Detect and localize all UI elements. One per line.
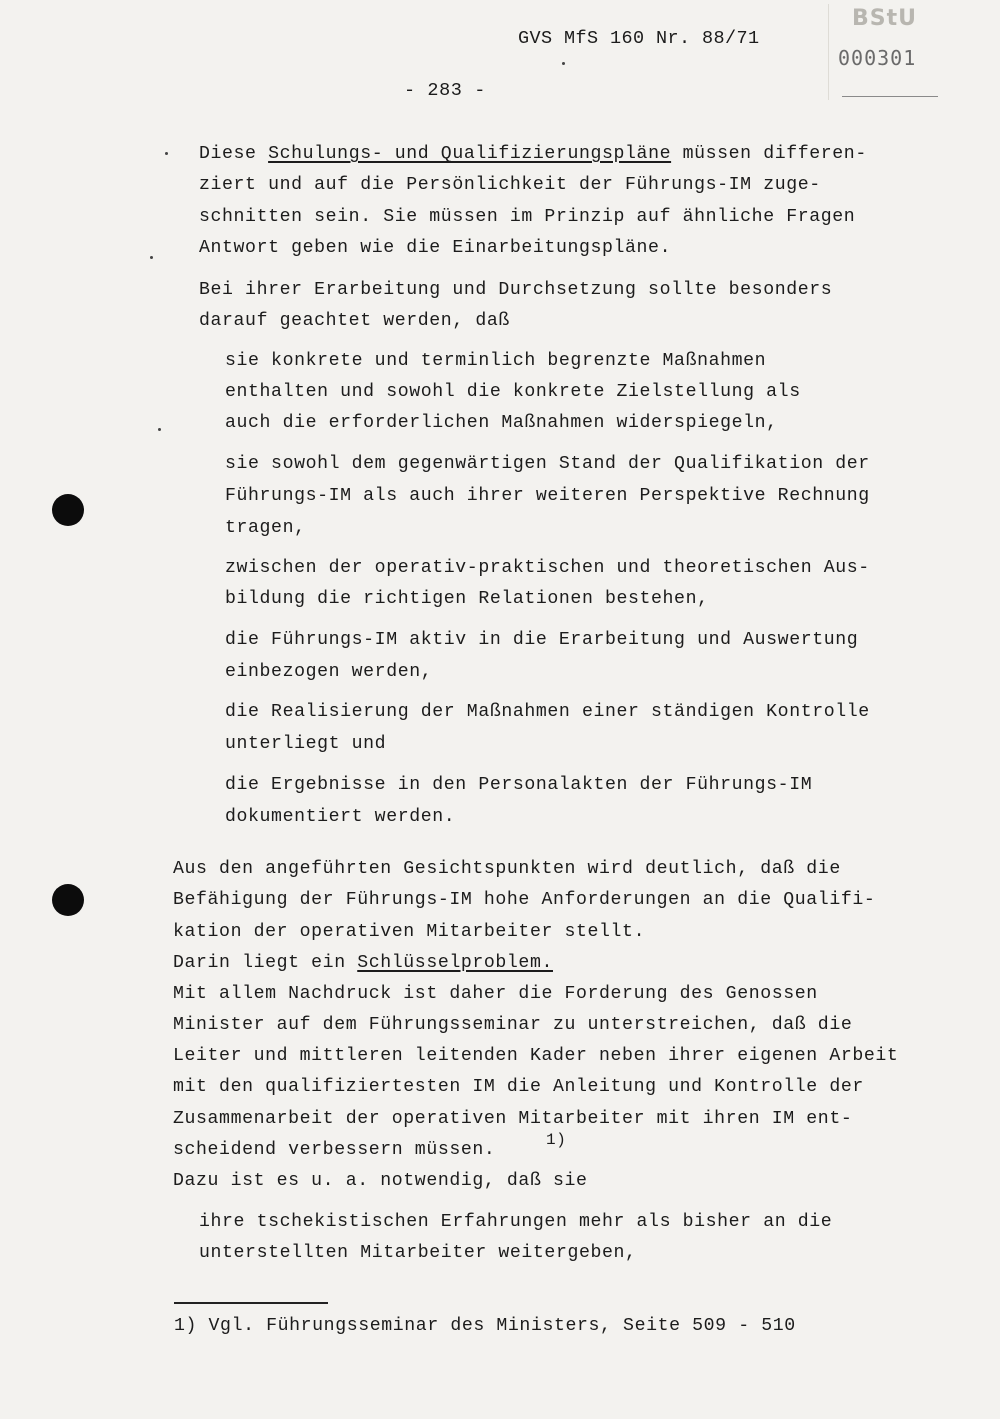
stamp-rule	[842, 96, 938, 97]
paragraph-2-line-1: Bei ihrer Erarbeitung und Durchsetzung sollte besonders	[199, 280, 833, 300]
list-item-6-line: die Ergebnisse in den Personalakten der Führungs-IM	[225, 775, 813, 795]
list-item-2-line: tragen,	[225, 518, 306, 538]
list-item-1-line: auch die erforderlichen Maßnahmen widerspiegeln,	[225, 413, 778, 433]
paragraph-3-line-4: Darin liegt ein Schlüsselproblem.	[173, 953, 553, 973]
archive-stamp-number: 000301	[838, 46, 917, 70]
list-item-5-line: die Realisierung der Maßnahmen einer ständigen Kontrolle	[225, 702, 870, 722]
page-number: - 283 -	[404, 80, 486, 101]
paragraph-3-line-10: scheidend verbessern müssen.	[173, 1140, 496, 1160]
paragraph-3-line-2: Befähigung der Führungs-IM hohe Anforderungen an die Qualifi-	[173, 890, 876, 910]
list-item-2-line: Führungs-IM als auch ihrer weiteren Perspektive Rechnung	[225, 486, 870, 506]
paper-speck	[562, 62, 565, 65]
list-2-line-1: ihre tschekistischen Erfahrungen mehr als bisher an die	[199, 1212, 833, 1232]
paragraph-1-line-1: Diese Schulungs- und Qualifizierungspläne müssen differen-	[199, 144, 867, 164]
paper-speck	[165, 152, 168, 155]
punch-hole-top	[52, 494, 84, 526]
footnote-marker: 1)	[546, 1131, 567, 1149]
paragraph-1-line-4: Antwort geben wie die Einarbeitungspläne.	[199, 238, 672, 258]
footnote-rule	[174, 1302, 328, 1304]
paper-speck	[150, 256, 153, 259]
list-item-1-line: enthalten und sowohl die konkrete Zielstellung als	[225, 382, 801, 402]
underlined-term: Schulungs- und Qualifizierungspläne	[268, 144, 672, 164]
paragraph-3-line-8: mit den qualifiziertesten IM die Anleitung und Kontrolle der	[173, 1077, 864, 1097]
paragraph-3-line-7: Leiter und mittleren leitenden Kader neben ihrer eigenen Arbeit	[173, 1046, 899, 1066]
punch-hole-bottom	[52, 884, 84, 916]
list-item-1-line: sie konkrete und terminlich begrenzte Maßnahmen	[225, 351, 767, 371]
list-item-3-line: bildung die richtigen Relationen bestehen,	[225, 589, 709, 609]
paragraph-3-line-5: Mit allem Nachdruck ist daher die Forderung des Genossen	[173, 984, 818, 1004]
paragraph-1-line-2: ziert und auf die Persönlichkeit der Führungs-IM zuge-	[199, 175, 821, 195]
paragraph-3-line-6: Minister auf dem Führungsseminar zu unterstreichen, daß die	[173, 1015, 853, 1035]
paragraph-1-line-3: schnitten sein. Sie müssen im Prinzip auf ähnliche Fragen	[199, 207, 856, 227]
document-reference: GVS MfS 160 Nr. 88/71	[518, 28, 760, 49]
list-item-4-line: einbezogen werden,	[225, 662, 433, 682]
list-item-2-line: sie sowohl dem gegenwärtigen Stand der Qualifikation der	[225, 454, 870, 474]
footnote-text: 1) Vgl. Führungsseminar des Ministers, Seite 509 - 510	[174, 1316, 796, 1336]
paragraph-2-line-2: darauf geachtet werden, daß	[199, 311, 510, 331]
list-item-3-line: zwischen der operativ-praktischen und theoretischen Aus-	[225, 558, 870, 578]
list-item-4-line: die Führungs-IM aktiv in die Erarbeitung und Auswertung	[225, 630, 859, 650]
list-item-6-line: dokumentiert werden.	[225, 807, 456, 827]
archive-stamp-label: BStU	[852, 6, 917, 31]
list-item-5-line: unterliegt und	[225, 734, 387, 754]
paper-speck	[158, 428, 161, 431]
underlined-term: Schlüsselproblem.	[357, 953, 553, 973]
paragraph-3-line-9: Zusammenarbeit der operativen Mitarbeiter mit ihren IM ent-	[173, 1109, 853, 1129]
list-2-line-2: unterstellten Mitarbeiter weitergeben,	[199, 1243, 637, 1263]
paragraph-3-line-1: Aus den angeführten Gesichtspunkten wird deutlich, daß die	[173, 859, 841, 879]
paragraph-3-line-3: kation der operativen Mitarbeiter stellt.	[173, 922, 646, 942]
paragraph-3-line-11: Dazu ist es u. a. notwendig, daß sie	[173, 1171, 588, 1191]
